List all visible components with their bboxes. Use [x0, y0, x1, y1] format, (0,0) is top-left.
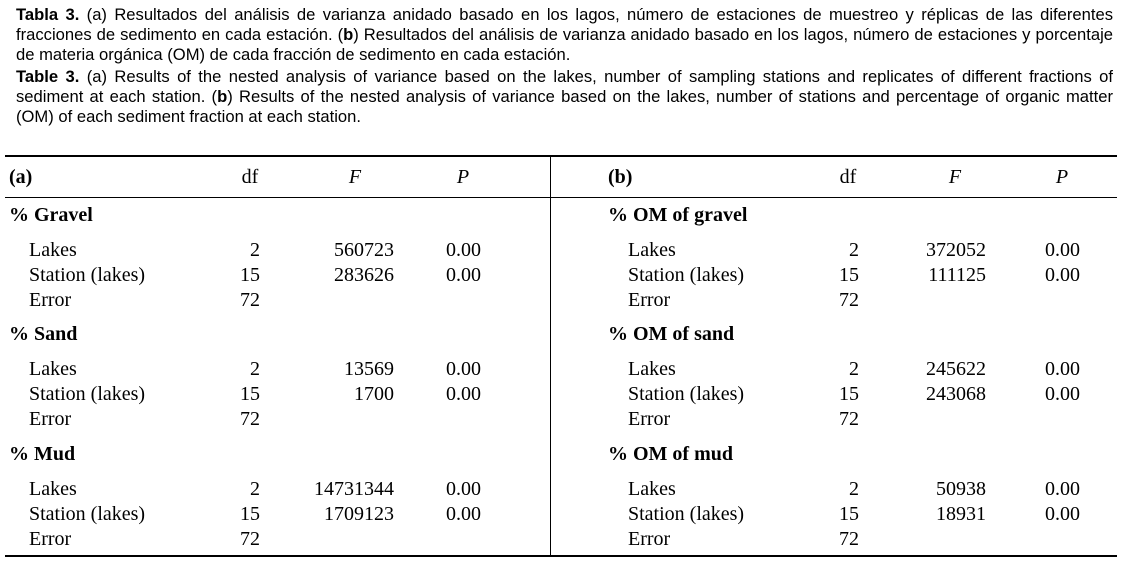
panel-a-group-title: % Mud [9, 443, 76, 465]
panel-b-f-cell: 372052 [926, 239, 986, 261]
caption-es-b: b [343, 25, 354, 44]
panel-a-f-cell: 13569 [344, 358, 394, 380]
panel-a-p-cell: 0.00 [446, 239, 481, 261]
panel-a-df-cell: 2 [250, 358, 260, 380]
anova-table [5, 155, 1117, 557]
panel-a-source-cell: Error [29, 528, 72, 550]
panel-a-df-cell: 15 [240, 383, 260, 405]
panel-a-p-cell: 0.00 [446, 503, 481, 525]
panel-a-f-header: F [348, 166, 362, 188]
panel-a-f-cell: 283626 [334, 264, 394, 286]
panel-a-group-title: % Sand [9, 323, 78, 345]
panel-a-df-cell: 15 [240, 264, 260, 286]
panel-b-source-cell: Lakes [628, 358, 676, 380]
panel-b-df-cell: 15 [839, 503, 859, 525]
panel-b-f-cell: 245622 [926, 358, 986, 380]
panel-divider [550, 155, 551, 556]
panel-a-df-cell: 2 [250, 239, 260, 261]
caption-es-text-1: (a) Resultados del análisis de varianza anidado basado en los lagos, número de estaciones de muestreo y réplicas de las diferentes fracciones de sedimento en cada estación. ( [16, 5, 1113, 44]
panel-a-source-cell: Lakes [29, 358, 77, 380]
table-bottom-rule [5, 555, 1117, 557]
panel-b-f-cell: 243068 [926, 383, 986, 405]
panel-b-df-cell: 2 [849, 358, 859, 380]
caption-english [16, 67, 1113, 127]
panel-a-p-header: P [456, 166, 470, 188]
panel-b-source-cell: Lakes [628, 239, 676, 261]
panel-b-p-header: P [1055, 166, 1069, 188]
panel-b-group-title: % OM of gravel [608, 204, 748, 226]
panel-b-label: (b) [608, 166, 633, 188]
panel-b-source-cell: Error [628, 408, 671, 430]
caption-en-text-1: (a) Results of the nested analysis of variance based on the lakes, number of sampling stations and replicates of different fractions of sediment at each station. ( [16, 67, 1113, 106]
panel-b-source-cell: Lakes [628, 478, 676, 500]
table-header-rule [5, 197, 1117, 198]
panel-b-source-cell: Station (lakes) [628, 264, 745, 286]
panel-a-source-cell: Station (lakes) [29, 503, 146, 525]
panel-b-p-cell: 0.00 [1045, 239, 1080, 261]
panel-b-p-cell: 0.00 [1045, 503, 1080, 525]
panel-a-p-cell: 0.00 [446, 358, 481, 380]
panel-b-group-title: % OM of mud [608, 443, 733, 465]
caption-en-text-2: ) Results of the nested analysis of variance based on the lakes, number of stations and percentage of organic matter (OM) of each sediment fraction at each station. [16, 87, 1114, 126]
panel-a-df-header: df [241, 166, 259, 188]
panel-b-df-cell: 15 [839, 383, 859, 405]
panel-a-source-cell: Error [29, 408, 72, 430]
caption-en-label: Table 3. [16, 67, 80, 86]
panel-b-source-cell: Station (lakes) [628, 503, 745, 525]
caption-es-label: Tabla 3. [16, 5, 80, 24]
caption-spanish [16, 5, 1113, 65]
panel-a-f-cell: 1700 [354, 383, 394, 405]
panel-b-p-cell: 0.00 [1045, 358, 1080, 380]
panel-b-source-cell: Error [628, 289, 671, 311]
panel-b-f-header: F [948, 166, 962, 188]
panel-b-df-cell: 15 [839, 264, 859, 286]
panel-a-label: (a) [9, 166, 33, 188]
panel-b-p-cell: 0.00 [1045, 383, 1080, 405]
panel-a-source-cell: Lakes [29, 478, 77, 500]
panel-a-f-cell: 560723 [334, 239, 394, 261]
panel-a-source-cell: Lakes [29, 239, 77, 261]
panel-a-df-cell: 72 [240, 528, 260, 550]
panel-b-df-header: df [839, 166, 857, 188]
panel-b-source-cell: Station (lakes) [628, 383, 745, 405]
panel-a-df-cell: 72 [240, 408, 260, 430]
panel-b-f-cell: 111125 [928, 264, 986, 286]
panel-b-p-cell: 0.00 [1045, 478, 1080, 500]
panel-b-p-cell: 0.00 [1045, 264, 1080, 286]
panel-b-f-cell: 50938 [936, 478, 986, 500]
table-top-rule [5, 155, 1117, 157]
panel-b-df-cell: 72 [839, 528, 859, 550]
panel-a-p-cell: 0.00 [446, 383, 481, 405]
panel-b-source-cell: Error [628, 528, 671, 550]
table-caption [16, 5, 1113, 129]
panel-a-df-cell: 2 [250, 478, 260, 500]
panel-b-df-cell: 2 [849, 478, 859, 500]
panel-a-f-cell: 14731344 [314, 478, 394, 500]
panel-a-df-cell: 15 [240, 503, 260, 525]
caption-en-b: b [217, 87, 228, 106]
panel-b-group-title: % OM of sand [608, 323, 735, 345]
panel-a-p-cell: 0.00 [446, 478, 481, 500]
panel-a-source-cell: Station (lakes) [29, 264, 146, 286]
panel-b-df-cell: 72 [839, 289, 859, 311]
panel-b-f-cell: 18931 [936, 503, 986, 525]
panel-a-p-cell: 0.00 [446, 264, 481, 286]
panel-a-f-cell: 1709123 [324, 503, 394, 525]
panel-a-source-cell: Error [29, 289, 72, 311]
panel-b-df-cell: 2 [849, 239, 859, 261]
panel-b-df-cell: 72 [839, 408, 859, 430]
panel-a-df-cell: 72 [240, 289, 260, 311]
caption-es-text-2: ) Resultados del análisis de varianza anidado basado en los lagos, número de estaciones y porcentaje de materia orgánica (OM) de cada fracción de sedimento en cada estación. [16, 25, 1113, 64]
panel-a-source-cell: Station (lakes) [29, 383, 146, 405]
panel-a-group-title: % Gravel [9, 204, 93, 226]
